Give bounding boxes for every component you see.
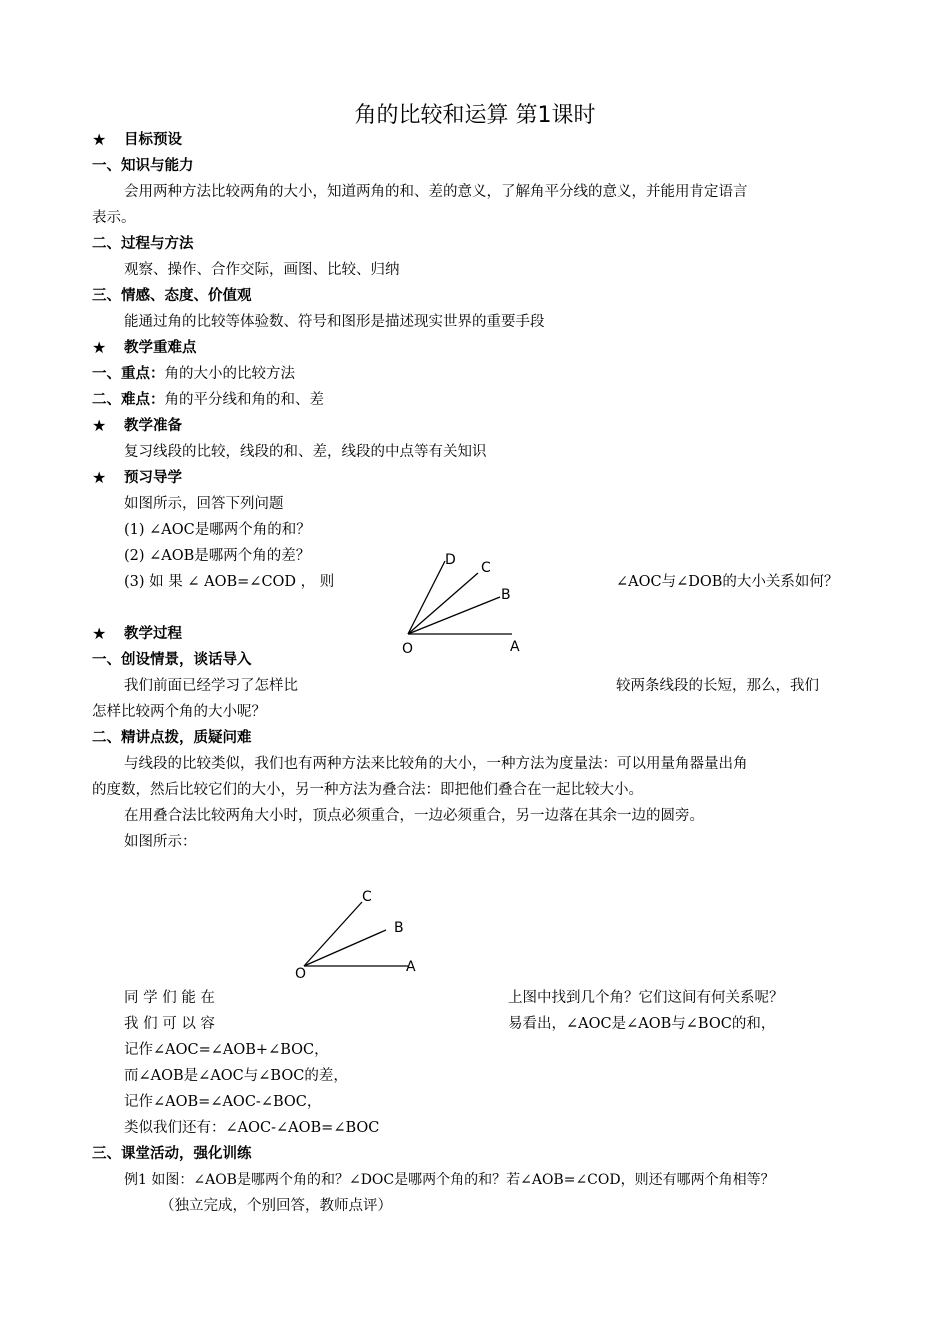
paragraph-line: 上图中找到几个角？它们这间有何关系呢？ bbox=[508, 990, 784, 1006]
question-3-part-b: ∠AOC与∠DOB的大小关系如何？ bbox=[616, 574, 839, 590]
heading-intro: 一、创设情景，谈话导入 bbox=[92, 652, 252, 668]
paragraph-line: 表示。 bbox=[92, 210, 136, 226]
keypoint-text: 角的大小的比较方法 bbox=[164, 366, 295, 382]
ray-od bbox=[408, 561, 445, 634]
paragraph-line: 怎样比较两个角的大小呢？ bbox=[92, 704, 266, 720]
ray-oc bbox=[304, 902, 362, 966]
star-bullet: ★ bbox=[92, 130, 107, 149]
star-bullet: ★ bbox=[92, 468, 107, 487]
keypoint-line bbox=[92, 364, 295, 384]
example-1: 例1 如图：∠AOB是哪两个角的和？∠DOC是哪两个角的和？若∠AOB=∠COD，则还有哪两个角相等？ bbox=[124, 1172, 775, 1188]
star-bullet: ★ bbox=[92, 338, 107, 357]
paragraph-line: 的度数，然后比较它们的大小，另一种方法为叠合法：即把他们叠合在一起比较大小。 bbox=[92, 782, 643, 798]
heading-practice: 三、课堂活动，强化训练 bbox=[92, 1146, 252, 1162]
paragraph-line: 同 学 们 能 在 bbox=[124, 990, 215, 1006]
heading-process: 二、过程与方法 bbox=[92, 236, 194, 252]
section-heading-keypoints: 教学重难点 bbox=[124, 340, 197, 356]
label-a: A bbox=[406, 959, 416, 975]
heading-emotion: 三、情感、态度、价值观 bbox=[92, 288, 252, 304]
label-c: C bbox=[481, 560, 491, 576]
label-o: O bbox=[402, 641, 414, 657]
section-heading-goals: 目标预设 bbox=[124, 132, 182, 148]
paragraph-line: 易看出，∠AOC是∠AOB与∠BOC的和， bbox=[508, 1016, 776, 1032]
difficulty-line bbox=[92, 390, 324, 410]
paragraph-line: 在用叠合法比较两角大小时，顶点必须重合，一边必须重合，另一边落在其余一边的圆旁。 bbox=[124, 808, 704, 824]
section-heading-process: 教学过程 bbox=[124, 626, 182, 642]
question-3-part-a: (3) 如 果 ∠ AOB=∠COD ， 则 bbox=[124, 574, 335, 590]
difficulty-label: 二、难点： bbox=[92, 392, 165, 408]
angle-figure-doca bbox=[390, 545, 540, 660]
page-title: 角的比较和运算 第1课时 bbox=[354, 103, 596, 128]
formula-line: 而∠AOB是∠AOC与∠BOC的差， bbox=[124, 1068, 348, 1084]
paragraph-line: 与线段的比较类似，我们也有两种方法来比较角的大小，一种方法为度量法：可以用量角器量出角 bbox=[124, 756, 748, 772]
label-a: A bbox=[510, 639, 520, 655]
formula-line: 类似我们还有：∠AOC-∠AOB=∠BOC bbox=[124, 1120, 380, 1136]
formula-line: 记作∠AOC=∠AOB+∠BOC， bbox=[124, 1042, 329, 1058]
ray-ob bbox=[408, 597, 500, 634]
difficulty-text: 角的平分线和角的和、差 bbox=[164, 392, 324, 408]
label-d: D bbox=[445, 552, 456, 568]
question-2: (2) ∠AOB是哪两个角的差？ bbox=[124, 548, 311, 564]
section-heading-prep: 教学准备 bbox=[124, 418, 182, 434]
paragraph-line: 我 们 可 以 容 bbox=[124, 1016, 215, 1032]
angle-figure-cba bbox=[290, 880, 430, 985]
paragraph-line: 如图所示，回答下列问题 bbox=[124, 496, 284, 512]
star-bullet: ★ bbox=[92, 416, 107, 435]
question-1: (1) ∠AOC是哪两个角的和？ bbox=[124, 522, 311, 538]
formula-line: 记作∠AOB=∠AOC-∠BOC， bbox=[124, 1094, 322, 1110]
example-1-note: （独立完成，个别回答，教师点评） bbox=[160, 1198, 392, 1214]
label-b: B bbox=[501, 587, 511, 603]
paragraph-line: 如图所示： bbox=[124, 834, 197, 850]
label-b: B bbox=[394, 920, 404, 936]
paragraph-line: 能通过角的比较等体验数、符号和图形是描述现实世界的重要手段 bbox=[124, 314, 545, 330]
paragraph-line: 较两条线段的长短，那么，我们 bbox=[616, 678, 819, 694]
section-heading-preview: 预习导学 bbox=[124, 470, 182, 486]
keypoint-label: 一、重点： bbox=[92, 366, 165, 382]
heading-explain: 二、精讲点拨，质疑问难 bbox=[92, 730, 252, 746]
ray-oc bbox=[408, 573, 478, 634]
paragraph-line: 会用两种方法比较两角的大小，知道两角的和、差的意义，了解角平分线的意义，并能用肯定语言 bbox=[124, 184, 748, 200]
paragraph-line: 我们前面已经学习了怎样比 bbox=[124, 678, 298, 694]
label-c: C bbox=[362, 889, 372, 905]
label-o: O bbox=[295, 966, 307, 982]
star-bullet: ★ bbox=[92, 624, 107, 643]
paragraph-line: 观察、操作、合作交际，画图、比较、归纳 bbox=[124, 262, 400, 278]
heading-knowledge: 一、知识与能力 bbox=[92, 158, 194, 174]
ray-ob bbox=[304, 930, 386, 966]
paragraph-line: 复习线段的比较，线段的和、差，线段的中点等有关知识 bbox=[124, 444, 487, 460]
